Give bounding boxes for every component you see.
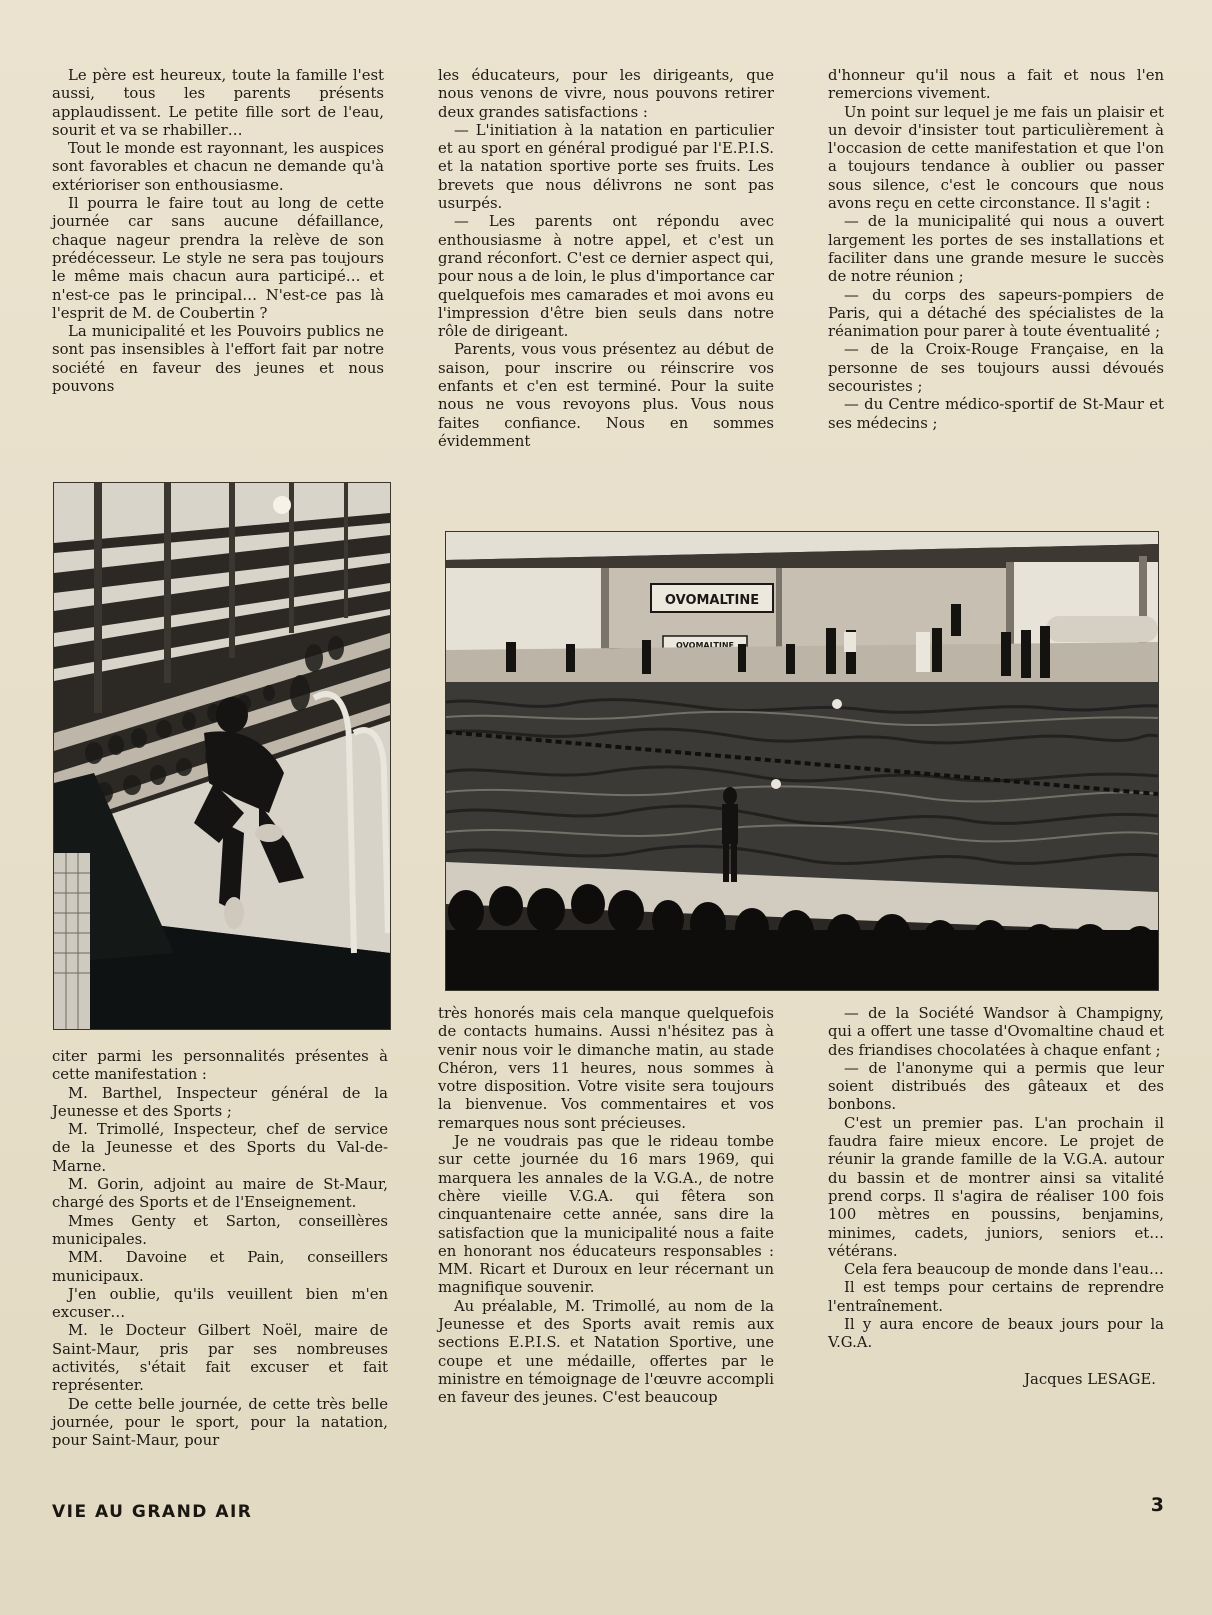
paragraph: les éducateurs, pour les dirigeants, que nous venons de vivre, nous pouvons retirer deux grandes satisfactions : [438, 67, 774, 121]
photo-indoor-pool [445, 531, 1159, 991]
article-column-a [52, 67, 384, 396]
photo-swimmer-ladder [53, 482, 391, 1030]
paragraph: C'est un premier pas. L'an prochain il faudra faire mieux encore. Le projet de réunir la grande famille de la V.G.A. autour du bassin et de montrer ainsi sa vitalité prend corps. Il s'agira de réaliser 100 fois 100 mètres en poussins, benjamins, minimes, cadets, juniors, seniors et… vétérans. [828, 1114, 1164, 1260]
paragraph: — du corps des sapeurs-pompiers de Paris, qui a détaché des spécialistes de la réanimation pour parer à toute éventualité ; [828, 286, 1164, 341]
banner-ovomaltine-small: OVOMALTINE [676, 641, 734, 650]
paragraph: — de l'anonyme qui a permis que leur soient distribués des gâteaux et des bonbons. [828, 1059, 1164, 1114]
page-number: 3 [1150, 1494, 1164, 1516]
paragraph: M. Gorin, adjoint au maire de St-Maur, chargé des Sports et de l'Enseignement. [52, 1176, 388, 1212]
paragraph: — Les parents ont répondu avec enthousiasme à notre appel, et c'est un grand réconfort. C'est ce dernier aspect qui, pour nous a de loin, le plus d'importance car quelquefois mes camarades et moi avons eu l'impression d'être bien seuls dans notre rôle de dirigeant. [438, 213, 774, 341]
paragraph: très honorés mais cela manque quelquefois de contacts humains. Aussi n'hésitez pas à venir nous voir le dimanche matin, au stade Chéron, vers 11 heures, nous sommes à votre disposition. Votre visite sera toujours la bienvenue. Vos commentaires et vos remarques nous sont précieuses. [438, 1005, 774, 1132]
paragraph: d'honneur qu'il nous a fait et nous l'en remercions vivement. [828, 67, 1164, 103]
paragraph: — de la Croix-Rouge Française, en la personne de ses toujours aussi dévoués secouristes ; [828, 341, 1164, 396]
paragraph: Parents, vous vous présentez au début de saison, pour inscrire ou réinscrire vos enfants et c'en est terminé. Pour la suite nous ne vous revoyons plus. Vous nous faites confiance. Nous en sommes évidemment [438, 341, 774, 450]
paragraph: Tout le monde est rayonnant, les auspices sont favorables et chacun ne demande qu'à extérioriser son enthousiasme. [52, 140, 384, 194]
paragraph: — de la Société Wandsor à Champigny, qui a offert une tasse d'Ovomaltine chaud et des friandises chocolatées à chaque enfant ; [828, 1005, 1164, 1059]
author-signature: Jacques LESAGE. [1024, 1370, 1156, 1388]
banner-ovomaltine: OVOMALTINE [664, 593, 760, 608]
magazine-title: VIE AU GRAND AIR [52, 1502, 253, 1522]
article-column-d [52, 1048, 388, 1451]
paragraph: — L'initiation à la natation en particulier et au sport en général prodigué par l'E.P.I.S. et la natation sportive porte ses fruits. Les brevets que nous délivrons ne sont pas usurpés. [438, 121, 774, 213]
paragraph: citer parmi les personnalités présentes à cette manifestation : [52, 1048, 388, 1084]
paragraph: Un point sur lequel je me fais un plaisir et un devoir d'insister tout particulièrement à l'occasion de cette manifestation et que l'on a toujours tendance à oublier ou passer sous silence, c'est le concours que nous avons reçu en cette circonstance. Il s'agit : [828, 103, 1164, 213]
paragraph: Il y aura encore de beaux jours pour la V.G.A. [828, 1316, 1164, 1352]
paragraph: Je ne voudrais pas que le rideau tombe sur cette journée du 16 mars 1969, qui marquera les annales de la V.G.A., de notre chère vieille V.G.A. qui fêtera son cinquantenaire cette année, sans dire la satisfaction que la municipalité nous a faite en honorant nos éducateurs responsables : MM. Ricart et Duroux en leur récernant un magnifique souvenir. [438, 1133, 774, 1297]
article-column-f [828, 1005, 1164, 1389]
paragraph: — de la municipalité qui nous a ouvert largement les portes de ses installations et faciliter dans une grande mesure le succès de notre réunion ; [828, 213, 1164, 286]
article-column-e [438, 1005, 774, 1408]
paragraph: Il pourra le faire tout au long de cette journée car sans aucune défaillance, chaque nageur prendra la relève de son prédécesseur. Le style ne sera pas toujours le même mais chacun aura participé… et n'est-ce pas le principal… N'est-ce pas là l'esprit de M. de Coubertin ? [52, 195, 384, 322]
paragraph: De cette belle journée, de cette très belle journée, pour le sport, pour la natation, pour Saint-Maur, pour [52, 1395, 388, 1450]
paragraph: Cela fera beaucoup de monde dans l'eau… [844, 1261, 1164, 1279]
paragraph: M. le Docteur Gilbert Noël, maire de Saint-Maur, pris par ses nombreuses activités, s'était fait excuser et fait représenter. [52, 1322, 388, 1395]
paragraph: MM. Davoine et Pain, conseillers municipaux. [52, 1249, 388, 1285]
paragraph: J'en oublie, qu'ils veuillent bien m'en excuser… [52, 1285, 388, 1322]
article-column-c [828, 67, 1164, 433]
paragraph: La municipalité et les Pouvoirs publics ne sont pas insensibles à l'effort fait par notre société en faveur des jeunes et nous pouvons [52, 323, 384, 396]
article-column-b [438, 67, 774, 451]
paragraph: Il est temps pour certains de reprendre l'entraînement. [828, 1279, 1164, 1315]
paragraph: M. Barthel, Inspecteur général de la Jeunesse et des Sports ; [52, 1084, 388, 1120]
paragraph: M. Trimollé, Inspecteur, chef de service de la Jeunesse et des Sports du Val-de-Marne. [52, 1121, 388, 1175]
paragraph: Le père est heureux, toute la famille l'est aussi, tous les parents présents applaudissent. Le petite fille sort de l'eau, sourit et va se rhabiller… [52, 67, 384, 139]
paragraph: Mmes Genty et Sarton, conseillères municipales. [52, 1212, 388, 1248]
paragraph: Au préalable, M. Trimollé, au nom de la Jeunesse et des Sports avait remis aux sections E.P.I.S. et Natation Sportive, une coupe et une médaille, offertes par le ministre en témoignage de l'œuvre accompli en faveur des jeunes. C'est beaucoup [438, 1297, 774, 1407]
paragraph: — du Centre médico-sportif de St-Maur et ses médecins ; [828, 396, 1164, 432]
